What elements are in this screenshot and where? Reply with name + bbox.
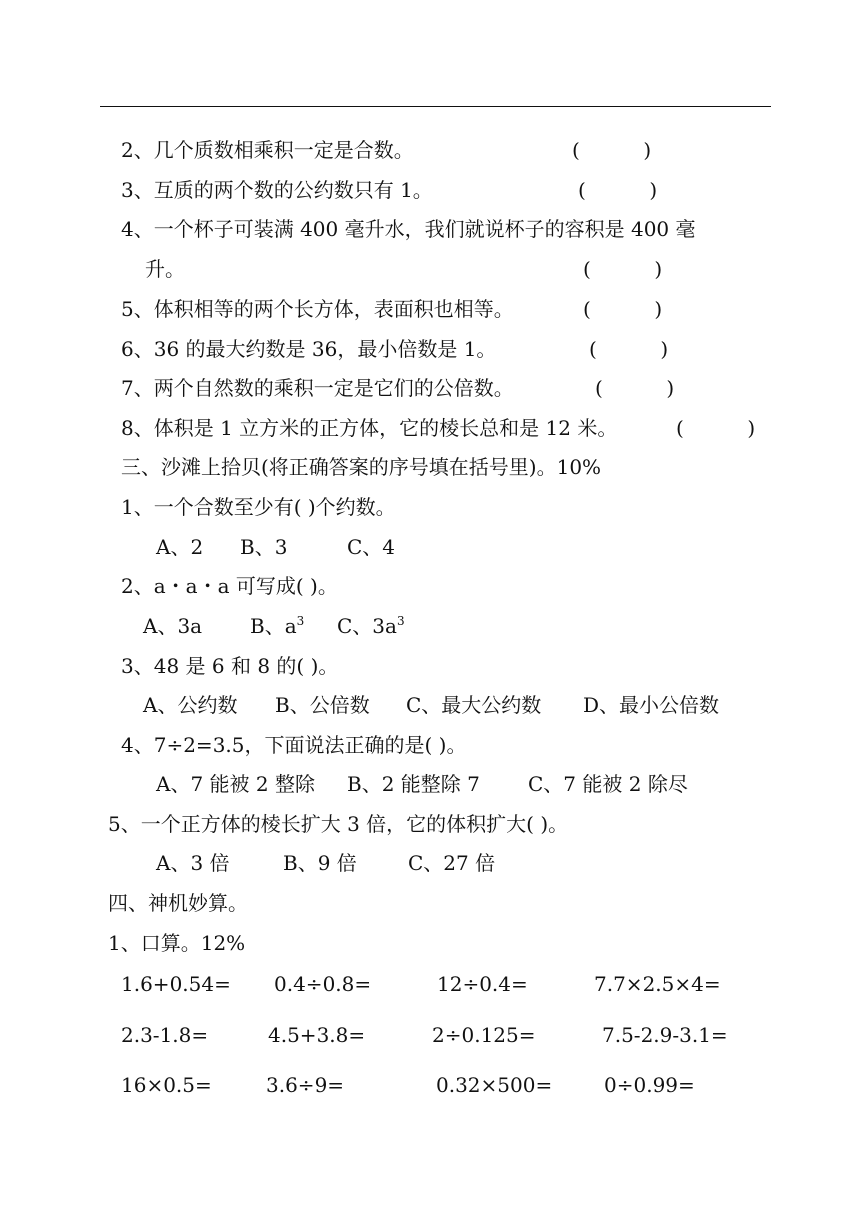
calc-problem: 2.3-1.8= [121, 1023, 209, 1047]
mc-option-3a[interactable]: A、公约数 [143, 693, 238, 717]
mc-question-1: 1、一个合数至少有( )个约数。 [121, 495, 396, 519]
calc-problem: 7.5-2.9-3.1= [602, 1023, 728, 1047]
section3-title: 三、沙滩上拾贝(将正确答案的序号填在括号里)。10% [121, 455, 602, 479]
judge-item-6: 6、36 的最大约数是 36，最小倍数是 1。 [121, 337, 497, 361]
judge-item-8: 8、体积是 1 立方米的正方体，它的棱长总和是 12 米。 [121, 416, 618, 440]
section4-title: 四、神机妙算。 [108, 891, 248, 915]
calc-problem: 12÷0.4= [437, 972, 528, 996]
mc-question-2: 2、a・a・a 可写成( )。 [121, 574, 338, 598]
judge-item-4: 4、一个杯子可装满 400 毫升水，我们就说杯子的容积是 400 毫 [121, 217, 696, 241]
calc-problem: 0.4÷0.8= [274, 972, 372, 996]
answer-paren-6[interactable]: ( ) [589, 337, 669, 361]
mc-option-3b[interactable]: B、公倍数 [275, 693, 370, 717]
mc-option-2c[interactable] [337, 614, 405, 638]
mc-option-4c[interactable]: C、7 能被 2 除尽 [528, 772, 688, 796]
calc-problem: 0÷0.99= [604, 1073, 695, 1097]
mc-option-4a[interactable]: A、7 能被 2 整除 [156, 772, 315, 796]
judge-item-3: 3、互质的两个数的公约数只有 1。 [121, 178, 433, 202]
answer-paren-4[interactable]: ( ) [583, 257, 663, 281]
calc-problem: 2÷0.125= [432, 1023, 536, 1047]
header-rule [100, 106, 771, 107]
answer-paren-7[interactable]: ( ) [595, 376, 675, 400]
mc-option-2a[interactable]: A、3a [143, 614, 203, 638]
calc-problem: 7.7×2.5×4= [594, 972, 721, 996]
answer-paren-5[interactable]: ( ) [583, 297, 663, 321]
mc-option-1b[interactable]: B、3 [240, 535, 288, 559]
mc-option-2b-exponent: 3 [296, 614, 305, 628]
mc-question-4: 4、7÷2=3.5，下面说法正确的是( )。 [121, 733, 467, 757]
calc-problem: 3.6÷9= [266, 1073, 345, 1097]
oral-calc-heading: 1、口算。12% [108, 931, 246, 955]
mc-option-3d[interactable]: D、最小公倍数 [583, 693, 720, 717]
mc-option-2c-exponent: 3 [396, 614, 405, 628]
mc-option-5b[interactable]: B、9 倍 [283, 851, 357, 875]
mc-option-2b[interactable] [250, 614, 304, 638]
mc-question-5: 5、一个正方体的棱长扩大 3 倍，它的体积扩大( )。 [108, 812, 569, 836]
mc-question-3: 3、48 是 6 和 8 的( )。 [121, 654, 339, 678]
calc-problem: 1.6+0.54= [121, 972, 231, 996]
judge-item-2: 2、几个质数相乘积一定是合数。 [121, 138, 414, 162]
judge-item-4-cont: 升。 [145, 257, 185, 281]
answer-paren-3[interactable]: ( ) [578, 178, 658, 202]
judge-item-5: 5、体积相等的两个长方体，表面积也相等。 [121, 297, 514, 321]
mc-option-4b[interactable]: B、2 能整除 7 [347, 772, 480, 796]
mc-option-5a[interactable]: A、3 倍 [156, 851, 230, 875]
mc-option-1c[interactable]: C、4 [347, 535, 396, 559]
judge-item-7: 7、两个自然数的乘积一定是它们的公倍数。 [121, 376, 514, 400]
mc-option-2b-base: B、a [250, 614, 297, 638]
calc-problem: 0.32×500= [436, 1073, 553, 1097]
calc-problem: 16×0.5= [121, 1073, 212, 1097]
mc-option-2c-base: C、3a [337, 614, 397, 638]
answer-paren-2[interactable]: ( ) [572, 138, 652, 162]
mc-option-3c[interactable]: C、最大公约数 [406, 693, 542, 717]
answer-paren-8[interactable]: ( ) [676, 416, 756, 440]
mc-option-5c[interactable]: C、27 倍 [408, 851, 496, 875]
mc-option-1a[interactable]: A、2 [156, 535, 204, 559]
calc-problem: 4.5+3.8= [268, 1023, 366, 1047]
